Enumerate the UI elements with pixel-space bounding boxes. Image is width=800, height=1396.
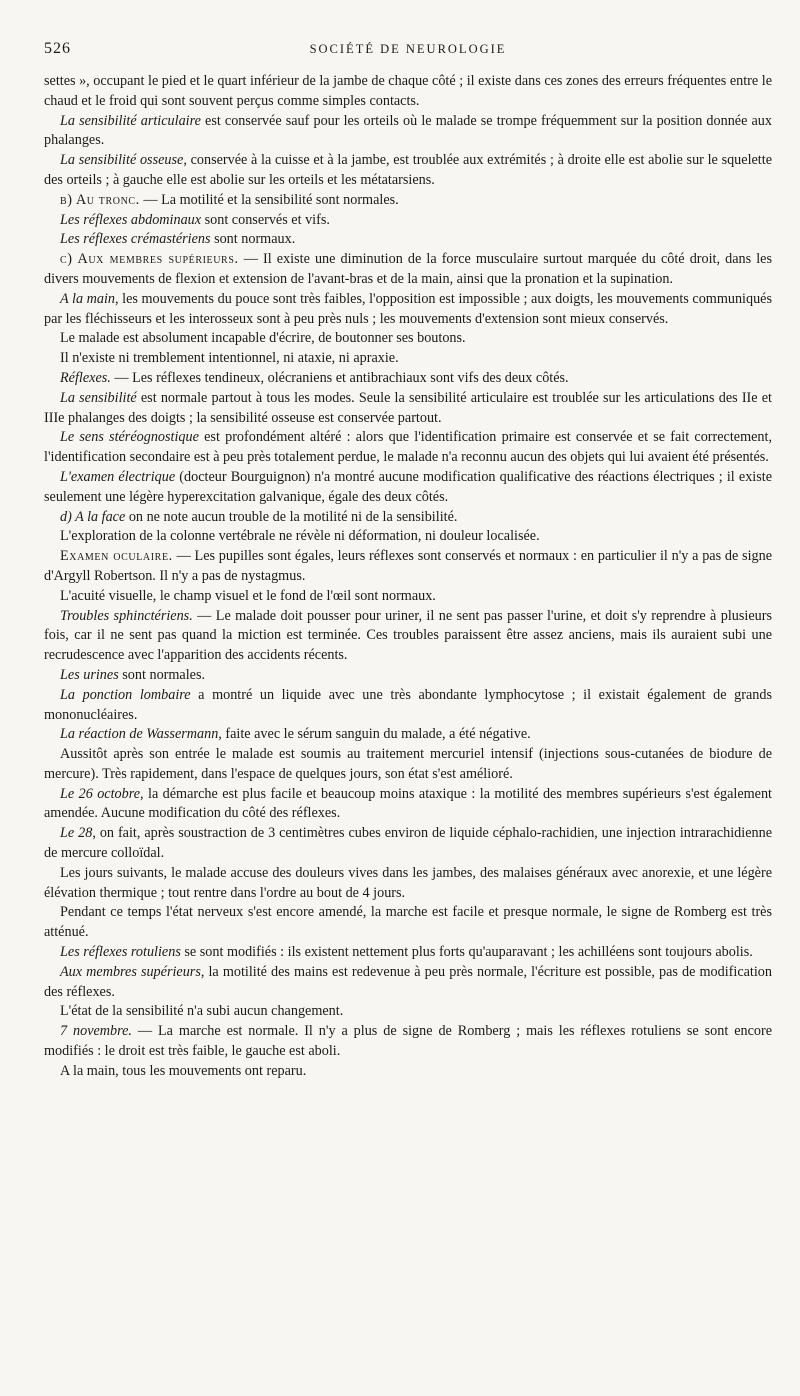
- paragraph-text: (docteur Bourguignon) n'a montré aucune modification qualificative des réactions électriques ; il existe seulement une légère hyperexcitation galvanique, égale des deux côtés.: [44, 468, 772, 505]
- paragraph: [44, 1022, 772, 1062]
- paragraph-lead-in: La sensibilité osseuse: [60, 152, 184, 169]
- paragraph-text: Le malade est absolument incapable d'écrire, de boutonner ses boutons.: [60, 330, 466, 347]
- article-body: [44, 72, 772, 1082]
- paragraph-text: , les mouvements du pouce sont très faibles, l'opposition est impossible ; aux doigts, les mouvements communiqués par les fléchisseurs et les interosseux sont à peu près nuls ; les mouvements d'extension sont mieux conservés.: [44, 290, 772, 327]
- paragraph-text: L'exploration de la colonne vertébrale ne révèle ni déformation, ni douleur localisée.: [60, 528, 540, 545]
- paragraph: [44, 824, 772, 864]
- paragraph: [44, 250, 772, 290]
- paragraph: [44, 230, 772, 250]
- paragraph-text: L'état de la sensibilité n'a subi aucun changement.: [60, 1003, 344, 1020]
- paragraph-text: — Les réflexes tendineux, olécraniens et antibrachiaux sont vifs des deux côtés.: [110, 369, 569, 386]
- paragraph: [44, 389, 772, 429]
- paragraph-text: — La motilité et la sensibilité sont normales.: [139, 191, 399, 208]
- paragraph: [44, 587, 772, 607]
- paragraph: [44, 864, 772, 904]
- paragraph: [44, 963, 772, 1003]
- paragraph-lead-in: Les urines: [60, 666, 119, 683]
- paragraph: [44, 508, 772, 528]
- paragraph: [44, 468, 772, 508]
- paragraph-lead-in: d) A la face: [60, 508, 126, 525]
- paragraph-lead-in: Les réflexes rotuliens: [60, 944, 181, 961]
- paragraph-text: on ne note aucun trouble de la motilité ni de la sensibilité.: [125, 508, 458, 525]
- paragraph-text: — Il existe une diminution de la force musculaire surtout marquée du côté droit, dans les divers mouvements de flexion et extension de l'avant-bras et de la main, ainsi que la pronation et la supination.: [44, 251, 772, 287]
- paragraph-text: Aussitôt après son entrée le malade est soumis au traitement mercuriel intensif (injections sous-cutanées de biodure de mercure). Très rapidement, dans l'espace de quelques jours, son état s'est amélioré.: [44, 746, 772, 782]
- paragraph: [44, 349, 772, 369]
- paragraph-text: a montré un liquide avec une très abondante lymphocytose ; il existait également de grands mononucléaires.: [44, 686, 772, 723]
- paragraph-lead-in: Aux membres supérieurs: [60, 963, 201, 980]
- paragraph-text: , on fait, après soustraction de 3 centimètres cubes environ de liquide céphalo-rachidien, une injection intrarachidienne de mercure colloïdal.: [44, 825, 772, 862]
- paragraph: [44, 428, 772, 468]
- paragraph-text: Pendant ce temps l'état nerveux s'est encore amendé, la marche est facile et presque normale, le signe de Romberg est très atténué.: [44, 904, 772, 941]
- paragraph-lead-in: La ponction lombaire: [60, 686, 191, 703]
- paragraph-text: se sont modifiés : ils existent nettement plus forts qu'auparavant ; les achilléens sont toujours abolis.: [180, 944, 753, 961]
- paragraph-text: , conservée à la cuisse et à la jambe, est troublée aux extrémités ; à droite elle est abolie sur le squelette des orteils ; à gauche elle est abolie sur les orteils et les métatarsiens.: [44, 152, 772, 188]
- paragraph-text: sont normaux.: [210, 231, 296, 248]
- paragraph: [44, 943, 772, 963]
- paragraph: [44, 607, 772, 666]
- paragraph: [44, 329, 772, 349]
- paragraph-text: sont conservés et vifs.: [201, 211, 330, 228]
- paragraph: [44, 72, 772, 112]
- paragraph-lead-in: Les réflexes crémastériens: [60, 231, 211, 248]
- paragraph-text: L'acuité visuelle, le champ visuel et le fond de l'œil sont normaux.: [60, 587, 436, 604]
- paragraph-text: — Le malade doit pousser pour uriner, il ne sent pas passer l'urine, et doit s'y reprendre à plusieurs fois, car il ne sent pas quand la miction est terminée. Ces troubles paraissent être assez anciens, mais ils auraient subi une recrudescence avec l'apparition des accidents récents.: [44, 607, 772, 664]
- paragraph: [44, 785, 772, 825]
- paragraph-lead-in: Le 28: [60, 825, 93, 842]
- paragraph-lead-in: La sensibilité articulaire: [60, 112, 201, 129]
- paragraph-text: sont normales.: [118, 666, 206, 683]
- paragraph-text: , la motilité des mains est redevenue à peu près normale, l'écriture est possible, pas de modification des réflexes.: [44, 963, 772, 1000]
- paragraph-lead-in: Examen oculaire.: [60, 548, 173, 565]
- paragraph-lead-in: Le sens stéréognostique: [60, 429, 199, 446]
- paragraph-lead-in: Troubles sphinctériens.: [60, 607, 193, 624]
- paragraph-lead-in: A la main: [60, 290, 116, 307]
- paragraph-lead-in: Les réflexes abdominaux: [60, 211, 202, 228]
- paragraph-text: est profondément altéré : alors que l'identification primaire est conservée et se fait correctement, l'identification secondaire est à peu près totalement perdue, le malade n'a reconnu aucun des objets qui lui avaient été présentés.: [44, 429, 772, 466]
- paragraph-lead-in: b) Au tronc.: [60, 191, 140, 208]
- paragraph: [44, 1062, 772, 1082]
- paragraph-text: Il n'existe ni tremblement intentionnel, ni ataxie, ni apraxie.: [60, 350, 399, 367]
- paragraph: [44, 211, 772, 231]
- paragraph: [44, 112, 772, 152]
- paragraph-lead-in: Réflexes.: [60, 369, 111, 386]
- paragraph-text: Les jours suivants, le malade accuse des douleurs vives dans les jambes, des malaises généraux avec anorexie, et une légère élévation thermique ; tout rentre dans l'ordre au bout de 4 jours.: [44, 864, 772, 901]
- page-number: 526: [44, 40, 71, 57]
- running-head: [44, 40, 772, 68]
- paragraph-text: — La marche est normale. Il n'y a plus de signe de Romberg ; mais les réflexes rotuliens se sont encore modifiés : le droit est très faible, le gauche est aboli.: [44, 1023, 772, 1060]
- paragraph: [44, 369, 772, 389]
- paragraph-lead-in: 7 novembre.: [60, 1023, 132, 1040]
- paragraph-lead-in: Le 26 octobre: [60, 785, 141, 802]
- paragraph: [44, 151, 772, 191]
- paragraph-text: est conservée sauf pour les orteils où le malade se trompe fréquemment sur la position donnée aux phalanges.: [44, 112, 772, 149]
- paragraph-text: est normale partout à tous les modes. Seule la sensibilité articulaire est troublée sur les articulations des IIe et IIIe phalanges des doigts ; la sensibilité osseuse est conservée partout.: [44, 389, 772, 426]
- paragraph: [44, 547, 772, 587]
- paragraph-lead-in: La réaction de Wassermann: [60, 726, 219, 743]
- paragraph: [44, 725, 772, 745]
- paragraph-text: settes », occupant le pied et le quart inférieur de la jambe de chaque côté ; il existe dans ces zones des erreurs fréquentes entre le chaud et le froid qui sont souvent perçus comme simples contacts.: [44, 73, 772, 109]
- paragraph: [44, 290, 772, 330]
- paragraph: [44, 686, 772, 726]
- paragraph-lead-in: L'examen électrique: [60, 468, 176, 485]
- paragraph-lead-in: La sensibilité: [60, 389, 137, 406]
- journal-title: SOCIÉTÉ DE NEUROLOGIE: [309, 42, 507, 56]
- paragraph-text: , faite avec le sérum sanguin du malade, a été négative.: [218, 726, 531, 743]
- paragraph-text: A la main, tous les mouvements ont reparu.: [60, 1062, 307, 1079]
- paragraph: [44, 191, 772, 211]
- paragraph-lead-in: c) Aux membres supérieurs.: [60, 251, 239, 268]
- paragraph: [44, 666, 772, 686]
- paragraph: [44, 1002, 772, 1022]
- paragraph: [44, 527, 772, 547]
- paragraph: [44, 745, 772, 785]
- paragraph-text: , la démarche est plus facile et beaucoup moins ataxique : la motilité des membres supérieurs s'est également amendée. Aucune modification du côté des réflexes.: [44, 785, 772, 822]
- paragraph: [44, 903, 772, 943]
- paragraph-text: — Les pupilles sont égales, leurs réflexes sont conservés et normaux : en particulier il n'y a pas de signe d'Argyll Robertson. Il n'y a pas de nystagmus.: [44, 548, 773, 584]
